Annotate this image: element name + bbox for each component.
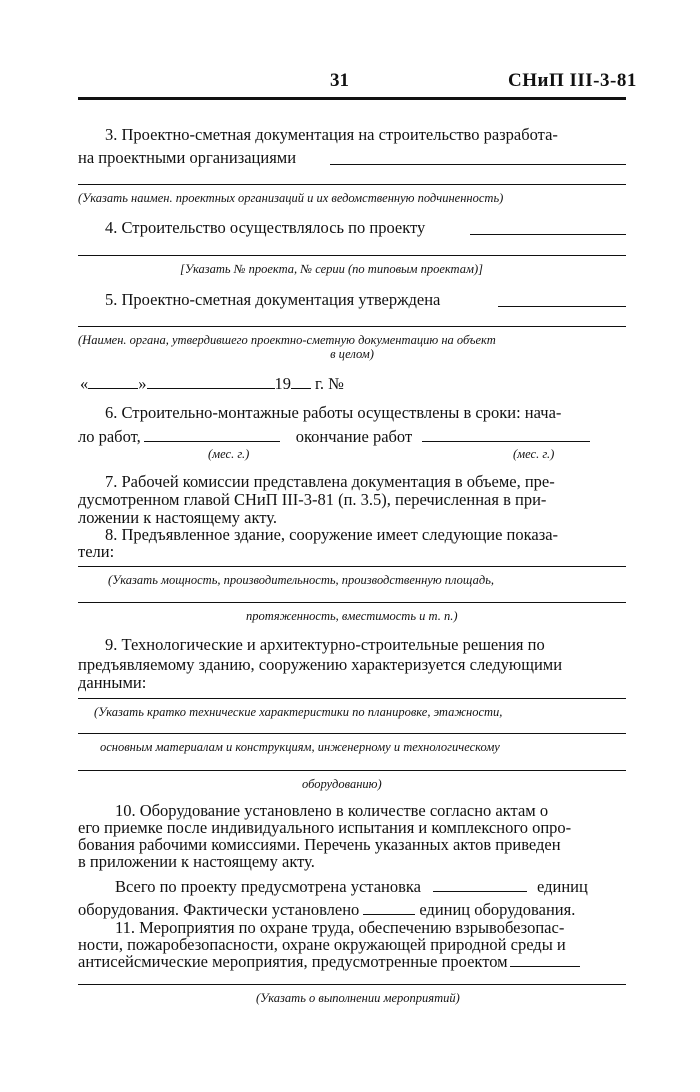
item5-note-1: (Наимен. органа, утвердившего проектно-сметную документацию на объект xyxy=(78,333,496,347)
work-start-label: ло работ, xyxy=(78,427,141,446)
item9-note-1: (Указать кратко технические характеристики по планировке, этажности, xyxy=(94,705,503,719)
item6-line2 xyxy=(78,426,590,447)
item11-line2: ности, пожаробезопасности, охране окружающей природной среды и xyxy=(78,935,566,954)
equipment-total-row xyxy=(115,876,588,897)
item7-line1: 7. Рабочей комиссии представлена документация в объеме, пре- xyxy=(105,472,555,491)
item3-input-line-2[interactable] xyxy=(78,184,626,185)
item3-line2: на проектными организациями xyxy=(78,148,297,167)
item9-line2: предъявляемому зданию, сооружению характеризуется следующими xyxy=(78,655,563,674)
item9-line3: данными: xyxy=(78,673,147,692)
item8-input-line-2[interactable] xyxy=(78,602,626,603)
page-number: 31 xyxy=(330,70,349,91)
work-end-field[interactable] xyxy=(422,427,590,442)
item4-text: 4. Строительство осуществлялось по проекту xyxy=(105,218,426,237)
equipment-total-unit: единиц xyxy=(536,877,588,896)
equipment-installed-unit: единиц оборудования. xyxy=(419,900,576,919)
item5-input-line-2[interactable] xyxy=(78,326,626,327)
item9-note-3: оборудованию) xyxy=(302,777,382,791)
date-year-field[interactable] xyxy=(291,374,311,389)
work-end-note: (мес. г.) xyxy=(513,447,555,461)
item5-text: 5. Проектно-сметная документация утверждена xyxy=(105,290,441,309)
item8-note-2: протяженность, вместимость и т. п.) xyxy=(246,609,458,623)
item11-input-line[interactable] xyxy=(78,984,626,985)
date-day-field[interactable] xyxy=(88,374,138,389)
year-suffix: г. № xyxy=(315,374,344,393)
equipment-installed-field[interactable] xyxy=(363,900,415,915)
item10-line2: его приемке после индивидуального испытания и комплексного опро- xyxy=(78,818,572,837)
header-rule xyxy=(78,97,626,100)
item8-line1: 8. Предъявленное здание, сооружение имеет следующие показа- xyxy=(105,525,559,544)
item9-input-line-2[interactable] xyxy=(78,733,626,734)
item11-field[interactable] xyxy=(510,952,580,967)
item7-line2: дусмотренном главой СНиП III-3-81 (п. 3.5), перечисленная в при- xyxy=(78,490,547,509)
item11-note: (Указать о выполнении мероприятий) xyxy=(256,991,460,1005)
approval-date-row xyxy=(80,373,344,394)
item3-note: (Указать наимен. проектных организаций и их ведомственную подчиненность) xyxy=(78,191,504,205)
item9-input-line[interactable] xyxy=(78,698,626,699)
equipment-total-label: Всего по проекту предусмотрена установка xyxy=(115,877,421,896)
date-close-quote: » xyxy=(138,374,147,393)
item8-line2: тели: xyxy=(78,542,115,561)
equipment-installed-label: оборудования. Фактически установлено xyxy=(78,900,360,919)
item10-line4: в приложении к настоящему акту. xyxy=(78,852,315,871)
work-end-label: окончание работ xyxy=(295,427,413,446)
item5-input-line[interactable] xyxy=(498,306,626,307)
item9-line1: 9. Технологические и архитектурно-строительные решения по xyxy=(105,635,545,654)
item6-line1: 6. Строительно-монтажные работы осуществлены в сроки: нача- xyxy=(105,403,562,422)
item3-line1: 3. Проектно-сметная документация на строительство разработа- xyxy=(105,125,558,144)
item10-line1: 10. Оборудование установлено в количестве согласно актам о xyxy=(115,801,549,820)
item5-note-2: в целом) xyxy=(330,347,374,361)
item8-note-1: (Указать мощность, производительность, производственную площадь, xyxy=(108,573,495,587)
item3-input-line[interactable] xyxy=(330,164,626,165)
item9-input-line-3[interactable] xyxy=(78,770,626,771)
work-start-note: (мес. г.) xyxy=(208,447,250,461)
item4-note: [Указать № проекта, № серии (по типовым проектам)] xyxy=(180,262,483,276)
equipment-total-field[interactable] xyxy=(433,877,527,892)
item11-line1: 11. Мероприятия по охране труда, обеспечению взрывобезопас- xyxy=(115,918,565,937)
item7-line3: ложении к настоящему акту. xyxy=(78,508,278,527)
item11-line3 xyxy=(78,951,580,972)
year-prefix: 19 xyxy=(274,374,291,393)
item8-input-line[interactable] xyxy=(78,566,626,567)
work-start-field[interactable] xyxy=(144,427,280,442)
item4-input-line-2[interactable] xyxy=(78,255,626,256)
date-open-quote: « xyxy=(80,374,89,393)
item10-line3: бования рабочими комиссиями. Перечень указанных актов приведен xyxy=(78,835,561,854)
item4-input-line[interactable] xyxy=(470,234,626,235)
item9-note-2: основным материалам и конструкциям, инженерному и технологическому xyxy=(100,740,500,754)
date-month-field[interactable] xyxy=(147,374,275,389)
item11-line3-text: антисейсмические мероприятия, предусмотренные проектом xyxy=(78,952,508,971)
document-code: СНиП III-3-81 xyxy=(508,70,637,91)
